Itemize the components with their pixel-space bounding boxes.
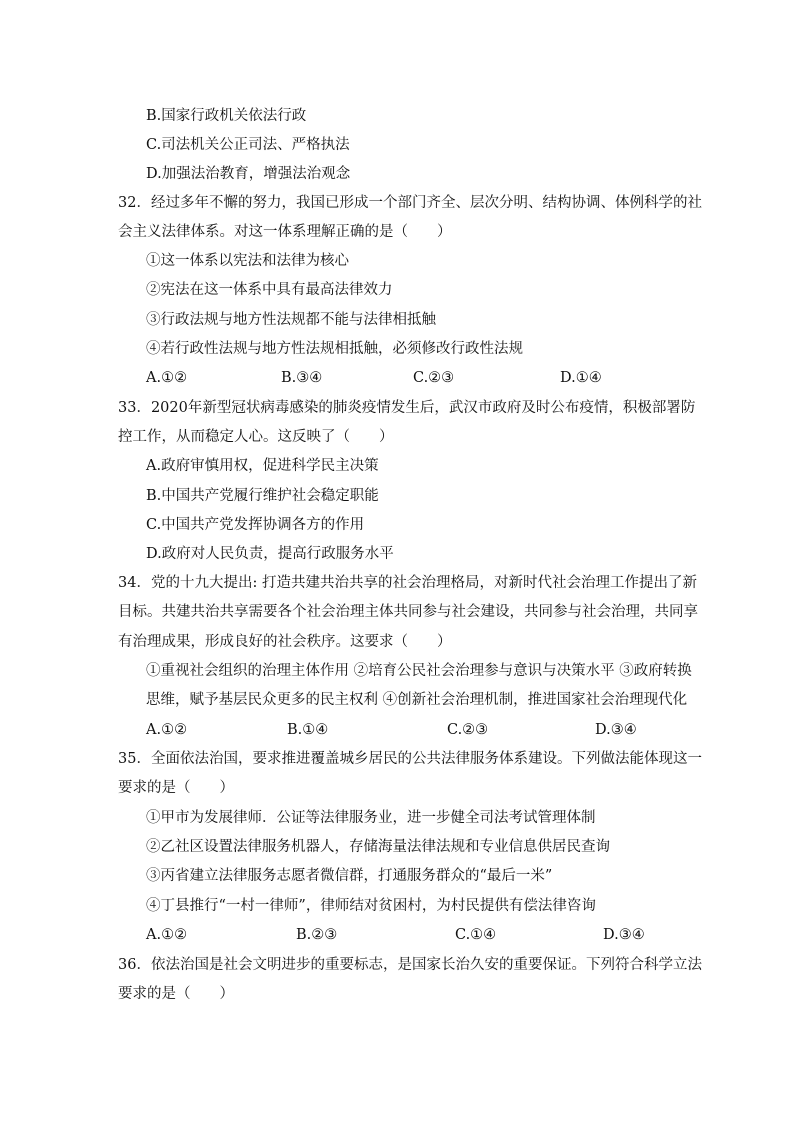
q34-choice-a: A.①② [146, 722, 188, 738]
q32-statement-4: ④若行政性法规与地方性法规相抵触，必须修改行政性法规 [146, 341, 523, 357]
q33-option-b: B.中国共产党履行维护社会稳定职能 [146, 488, 379, 504]
q34-stem-line-2: 目标。共建共治共享需要各个社会治理主体共同参与社会建设，共同参与社会治理，共同享 [118, 604, 698, 620]
q35-choice-a: A.①② [146, 927, 188, 943]
q32-choice-b: B.③④ [281, 370, 323, 386]
q34-statements-line-2: 思维，赋予基层民众更多的民主权利 ④创新社会治理机制，推进国家社会治理现代化 [146, 692, 688, 708]
q35-choice-c: C.①④ [455, 927, 497, 943]
q35-statement-2: ②乙社区设置法律服务机器人，存储海量法律法规和专业信息供居民查询 [146, 839, 610, 855]
q31-option-b: B.国家行政机关依法行政 [146, 108, 307, 124]
q33-stem-line-2: 控工作，从而稳定人心。这反映了（ ） [118, 429, 394, 445]
q35-statement-4: ④丁县推行“一村一律师”，律师结对贫困村，为村民提供有偿法律咨询 [146, 898, 596, 914]
q36-stem-line-1: 36．依法治国是社会文明进步的重要标志，是国家长治久安的重要保证。下列符合科学立法 [118, 957, 702, 973]
q35-statement-3: ③丙省建立法律服务志愿者微信群，打通服务群众的“最后一米” [146, 868, 553, 884]
q32-stem-line-2: 会主义法律体系。对这一体系理解正确的是（ ） [118, 224, 452, 240]
q34-choice-d: D.③④ [595, 722, 637, 738]
q33-option-d: D.政府对人民负责，提高行政服务水平 [146, 546, 394, 562]
q31-option-c: C.司法机关公正司法、严格执法 [146, 137, 350, 153]
q32-statement-1: ①这一体系以宪法和法律为核心 [146, 253, 349, 269]
q32-choice-c: C.②③ [413, 370, 455, 386]
q32-stem-line-1: 32．经过多年不懈的努力，我国已形成一个部门齐全、层次分明、结构协调、体例科学的社 [118, 195, 702, 211]
q33-option-a: A.政府审慎用权，促进科学民主决策 [146, 458, 379, 474]
q32-choice-a: A.①② [146, 370, 188, 386]
q32-statement-2: ②宪法在这一体系中具有最高法律效力 [146, 282, 393, 298]
q35-stem-line-2: 要求的是（ ） [118, 780, 234, 796]
q33-stem-line-1: 33．2020年新型冠状病毒感染的肺炎疫情发生后，武汉市政府及时公布疫情，积极部署防 [118, 400, 696, 416]
q35-choice-d: D.③④ [603, 927, 645, 943]
q34-stem-line-1: 34．党的十九大提出: 打造共建共治共享的社会治理格局，对新时代社会治理工作提出了新 [118, 575, 697, 591]
q36-stem-line-2: 要求的是（ ） [118, 986, 234, 1002]
q35-stem-line-1: 35．全面依法治国，要求推进覆盖城乡居民的公共法律服务体系建设。下列做法能体现这一 [118, 751, 702, 767]
q33-option-c: C.中国共产党发挥协调各方的作用 [146, 517, 365, 533]
q31-option-d: D.加强法治教育，增强法治观念 [146, 166, 351, 182]
q34-choices [0, 720, 794, 740]
q34-choice-b: B.①④ [287, 722, 329, 738]
q35-statement-1: ①甲市为发展律师．公证等法律服务业，进一步健全司法考试管理体制 [146, 810, 596, 826]
q34-choice-c: C.②③ [447, 722, 489, 738]
q34-statements-line-1: ①重视社会组织的治理主体作用 ②培育公民社会治理参与意识与决策水平 ③政府转换 [146, 663, 692, 679]
q32-choices [0, 368, 794, 388]
q32-choice-d: D.①④ [560, 370, 602, 386]
q35-choices [0, 925, 794, 945]
q34-stem-line-3: 有治理成果，形成良好的社会秩序。这要求（ ） [118, 634, 452, 650]
q35-choice-b: B.②③ [296, 927, 338, 943]
q32-statement-3: ③行政法规与地方性法规都不能与法律相抵触 [146, 312, 436, 328]
